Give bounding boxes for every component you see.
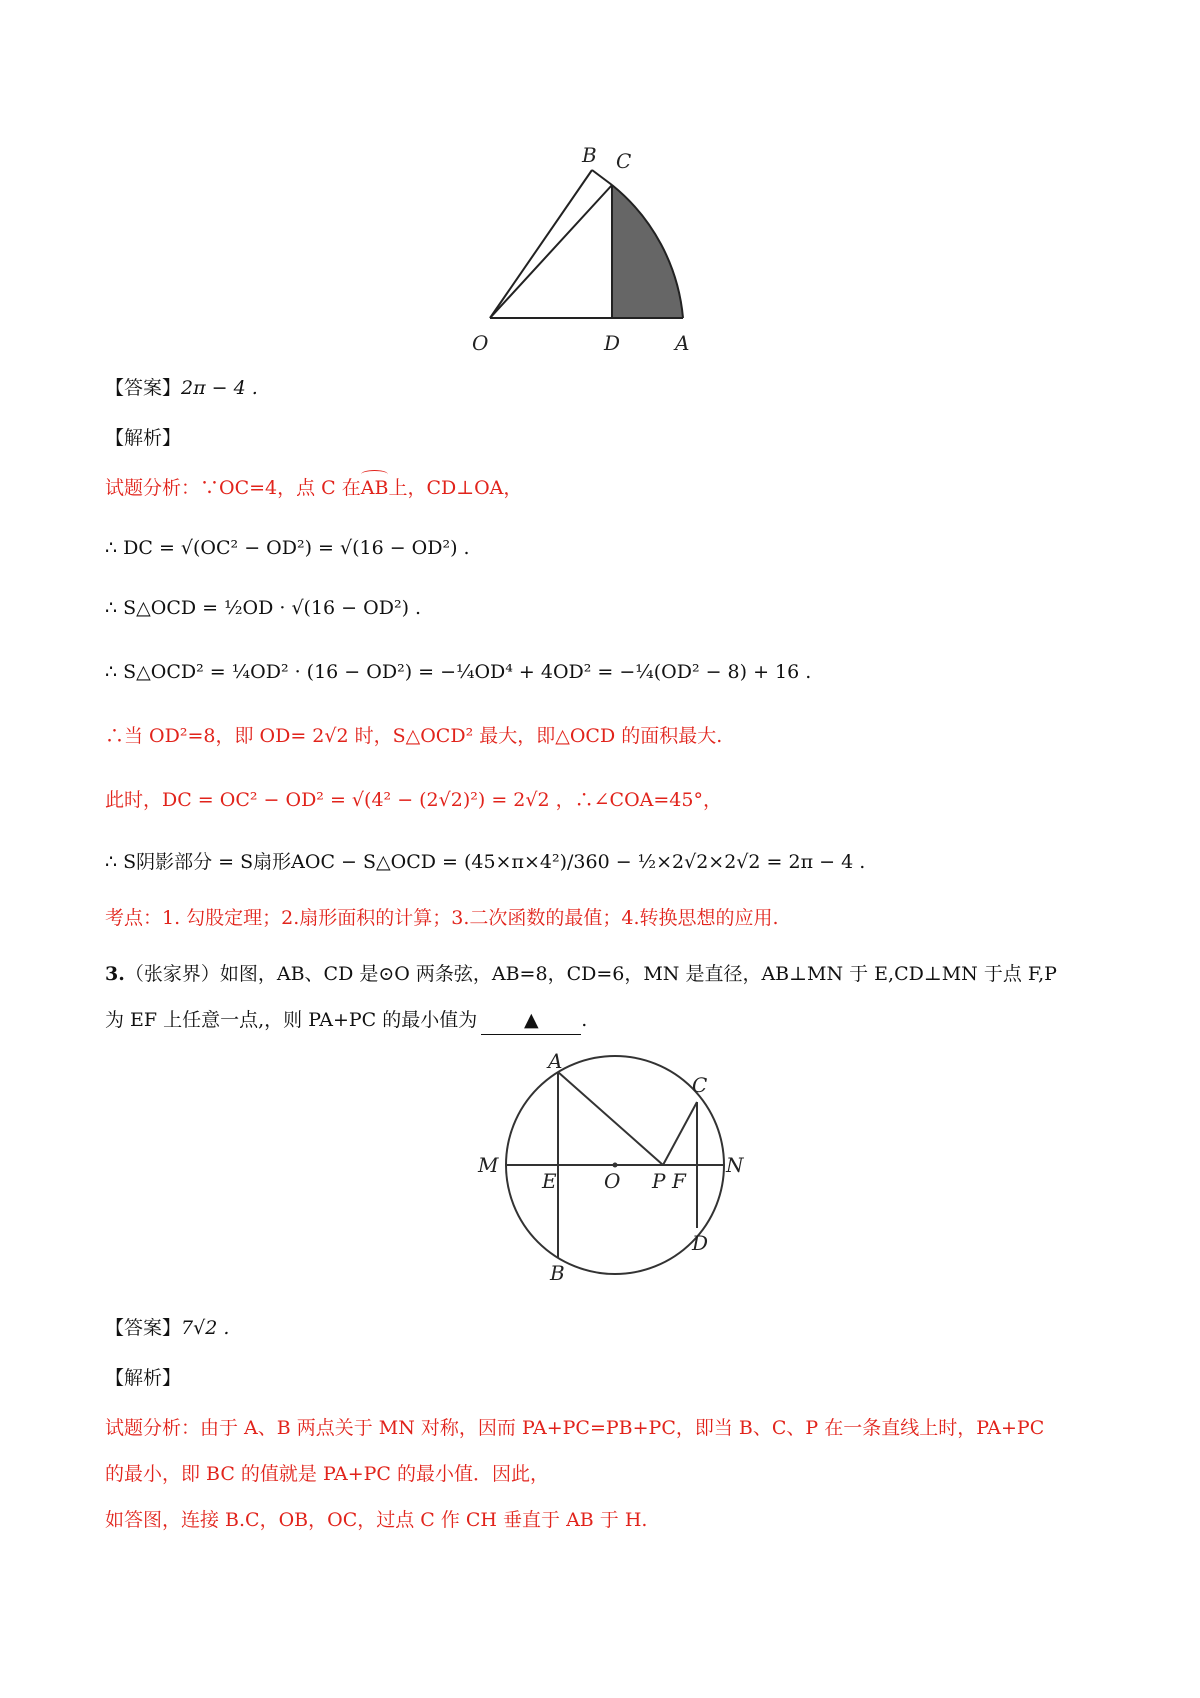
question-3-line-2 xyxy=(105,1006,587,1035)
arc-ab: AB xyxy=(361,474,389,502)
answer-1 xyxy=(105,374,258,402)
segment-pc xyxy=(663,1102,697,1165)
analysis-line-1-prefix: 试题分析：∵OC=4，点 C 在 xyxy=(105,477,361,499)
label-b: B xyxy=(550,1261,565,1285)
segment-oc xyxy=(490,185,612,318)
question-3-line-1 xyxy=(105,960,1057,988)
label-c: C xyxy=(616,149,632,173)
analysis-3-line-3: 如答图，连接 B.C，OB，OC，过点 C 作 CH 垂直于 AB 于 H. xyxy=(105,1509,648,1531)
analysis-3-tag: 【解析】 xyxy=(105,1367,182,1389)
answer-tag: 【答案】 xyxy=(105,1317,182,1339)
segment-ob xyxy=(490,170,592,318)
label-o: O xyxy=(472,331,489,355)
figure-sector-ocd xyxy=(470,140,730,365)
kaodian: 考点：1. 勾股定理；2.扇形面积的计算；3.二次函数的最值；4.转换思想的应用. xyxy=(105,907,779,929)
label-d: D xyxy=(604,331,621,355)
label-m: M xyxy=(478,1153,499,1177)
label-b: B xyxy=(582,143,597,167)
analysis-line-7: ∴ S阴影部分 = S扇形AOC − S△OCD = (45×π×4²)/360 − ½×2√2×2√2 = 2π − 4 . xyxy=(105,851,866,873)
analysis-line-3: ∴ S△OCD = ½OD · √(16 − OD²) . xyxy=(105,597,422,619)
analysis-line-5: ∴当 OD²=8，即 OD= 2√2 时，S△OCD² 最大，即△OCD 的面积最大. xyxy=(105,725,723,747)
segment-pa xyxy=(558,1072,663,1165)
analysis-3-line-1: 试题分析：由于 A、B 两点关于 MN 对称，因而 PA+PC=PB+PC，即当 B、C、P 在一条直线上时，PA+PC xyxy=(105,1417,1045,1439)
analysis-tag: 【解析】 xyxy=(105,427,182,449)
label-d: D xyxy=(692,1231,709,1255)
shaded-region xyxy=(612,185,683,318)
label-a: A xyxy=(675,331,690,355)
label-c: C xyxy=(692,1073,708,1097)
label-n: N xyxy=(726,1153,744,1177)
analysis-3-line-2: 的最小，即 BC 的值就是 PA+PC 的最小值．因此， xyxy=(105,1463,550,1485)
analysis-line-4: ∴ S△OCD² = ¼OD² · (16 − OD²) = −¼OD⁴ + 4OD² = −¼(OD² − 8) + 16 . xyxy=(105,661,812,683)
center-point xyxy=(613,1163,618,1168)
analysis-line-2: ∴ DC = √(OC² − OD²) = √(16 − OD²) . xyxy=(105,537,470,559)
label-f: F xyxy=(672,1169,686,1193)
segment-bc xyxy=(592,170,612,185)
analysis-line-1-suffix: 上，CD⊥OA， xyxy=(388,477,523,499)
label-a: A xyxy=(548,1049,563,1073)
answer-tag: 【答案】 xyxy=(105,377,182,399)
answer-value: 2π − 4 . xyxy=(181,377,258,399)
answer-3 xyxy=(105,1314,229,1342)
answer-blank: ▲ xyxy=(481,1006,581,1035)
analysis-line-1 xyxy=(105,474,522,502)
figure-circle-chords xyxy=(470,1048,744,1288)
question-3-end: . xyxy=(581,1009,588,1031)
label-o: O xyxy=(604,1169,621,1193)
question-number: 3. xyxy=(105,963,125,985)
label-e: E xyxy=(542,1169,557,1193)
question-3-text-1: （张家界）如图，AB、CD 是⊙O 两条弦，AB=8，CD=6，MN 是直径，AB⊥MN 于 E,CD⊥MN 于点 F,P xyxy=(124,963,1057,985)
analysis-line-6: 此时，DC = OC² − OD² = √(4² − (2√2)²) = 2√2 ，∴∠COA=45°， xyxy=(105,789,722,811)
label-p: P xyxy=(652,1169,666,1193)
answer-value: 7√2 . xyxy=(181,1317,230,1339)
question-3-text-2: 为 EF 上任意一点,，则 PA+PC 的最小值为 xyxy=(105,1009,478,1031)
